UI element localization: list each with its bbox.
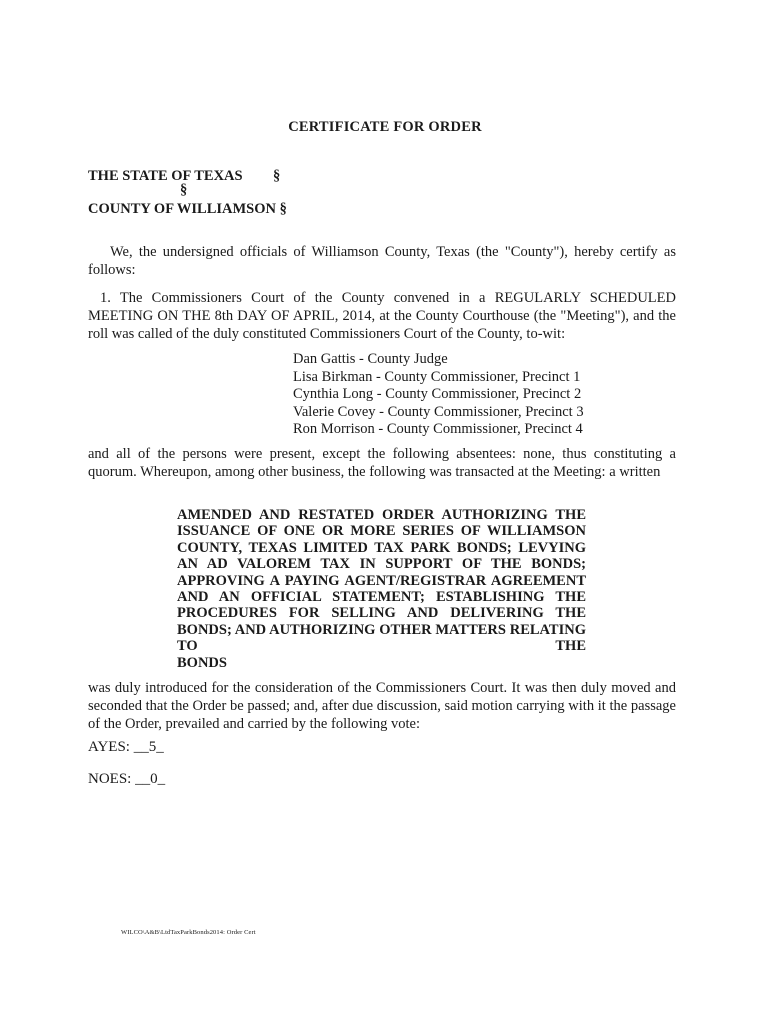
intro-text: We, the undersigned officials of Williamson County, Texas (the "County"), hereby certify as follows: <box>88 244 676 278</box>
motion-paragraph: was duly introduced for the consideration of the Commissioners Court. It was then duly moved and seconded that the Order be passed; and, after due discussion, said motion carrying with it the passage of the Order, prevailed and carried by the following vote: <box>88 680 676 732</box>
county-text: COUNTY OF WILLIAMSON <box>88 201 276 217</box>
roll-entry: Dan Gattis - County Judge <box>293 351 448 367</box>
footer-path: WILCO\A&B\LtdTaxParkBonds2014: Order Cert <box>121 929 256 936</box>
roll-entry: Valerie Covey - County Commissioner, Precinct 3 <box>293 403 584 420</box>
state-text: THE STATE OF TEXAS <box>88 168 243 184</box>
noes-line: NOES: __0_ <box>88 771 166 787</box>
order-title-main: AMENDED AND RESTATED ORDER AUTHORIZING THE ISSUANCE OF ONE OR MORE SERIES OF WILLIAMSON COUNTY, TEXAS LIMITED TAX PARK BONDS; LEVYING AN AD VALOREM TAX IN SUPPORT OF THE BONDS; APPROVING A PAYING AGENT/REGISTRAR AGREEMENT AND AN OFFICIAL STATEMENT; ESTABLISHING THE PROCEDURES FOR SELLING AND DELIVERING THE BONDS; AND AUTHORIZING OTHER MATTERS RELATING TO THE <box>177 507 586 655</box>
section-symbol: § <box>180 182 188 198</box>
section-symbol: § <box>273 168 281 184</box>
county-line <box>88 200 287 218</box>
roll-entry: Lisa Birkman - County Commissioner, Precinct 1 <box>293 368 581 385</box>
quorum-paragraph: and all of the persons were present, except the following absentees: none, thus constituting a quorum. Whereupon, among other business, the following was transacted at the Meeting: a written <box>88 446 676 480</box>
item1-text: 1. The Commissioners Court of the County convened in a REGULARLY SCHEDULED MEETING ON THE 8th DAY OF APRIL, 2014, at the County Courthouse (the "Meeting"), and the roll was called of the duly constituted Commissioners Court of the County, to-wit: <box>88 290 676 342</box>
roll-entry: Ron Morrison - County Commissioner, Precinct 4 <box>293 421 583 437</box>
state-line <box>88 167 287 185</box>
order-title <box>177 507 586 671</box>
caption-block <box>88 167 287 218</box>
roll-entry: Cynthia Long - County Commissioner, Precinct 2 <box>293 386 582 402</box>
roll-call-list <box>293 351 584 439</box>
document-title: CERTIFICATE FOR ORDER <box>288 119 482 135</box>
section-symbol: § <box>279 201 287 217</box>
item1-paragraph <box>88 289 676 343</box>
order-title-last: BONDS <box>177 654 227 671</box>
intro-paragraph <box>88 243 676 279</box>
ayes-line: AYES: __5_ <box>88 739 164 755</box>
